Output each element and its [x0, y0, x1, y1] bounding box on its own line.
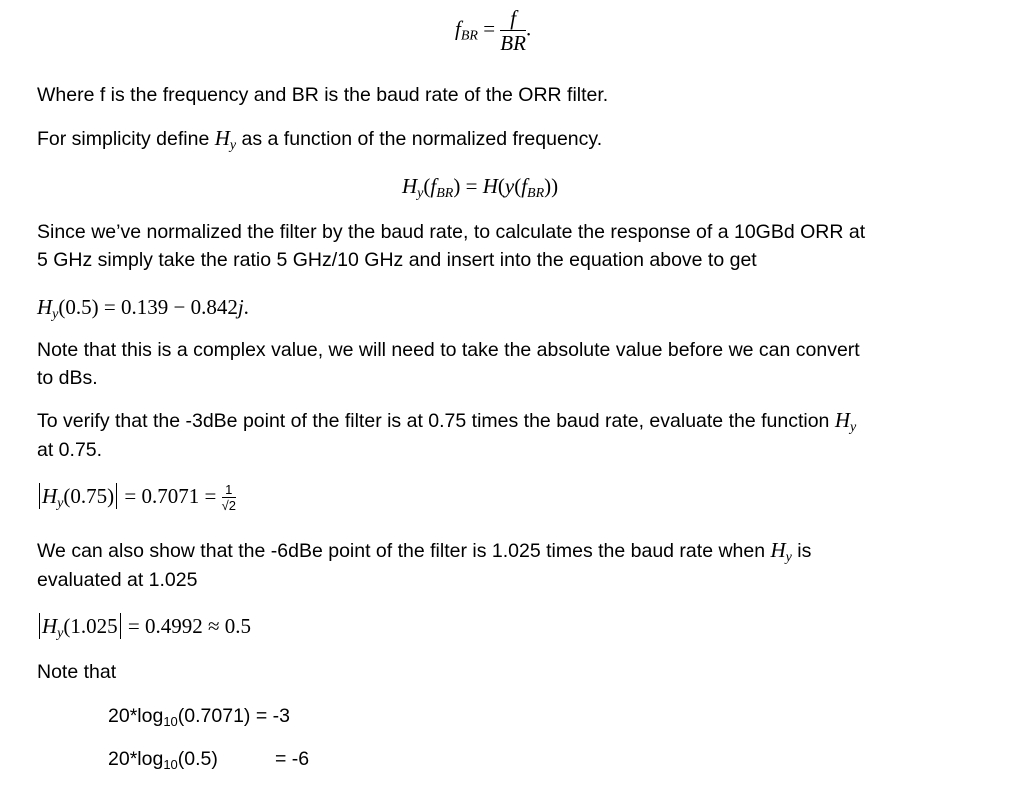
text: is [791, 540, 812, 562]
paragraph-since-line2: 5 GHz simply take the ratio 5 GHz/10 GHz and insert into the equation above to get [37, 249, 757, 271]
fraction [500, 6, 526, 55]
m: ) = [453, 174, 483, 198]
paragraph-verify-line1 [37, 406, 856, 442]
paragraph-also-line2: evaluated at 1.025 [37, 569, 198, 591]
t: (0.7071) [177, 705, 251, 727]
eq-f: f [455, 16, 461, 41]
math-H: H [834, 408, 850, 432]
m: BR [527, 186, 545, 201]
math-sub: y [229, 138, 237, 153]
math-H: H [770, 538, 786, 562]
fraction [222, 483, 236, 513]
m: H [37, 295, 53, 319]
paragraph-verify-line2: at 0.75. [37, 439, 103, 461]
paragraph-simplicity [37, 124, 602, 160]
t: = -3 [250, 705, 290, 727]
m: (0.75) [63, 484, 115, 508]
m: BR [436, 186, 454, 201]
m: ( [497, 174, 505, 198]
text: We can also show that the -6dBe point of the filter is 1.025 times the baud rate when [37, 540, 771, 562]
paragraph-note-line2: to dBs. [37, 367, 98, 389]
m: H [402, 174, 418, 198]
denominator: √2 [221, 498, 236, 514]
math-H: H [214, 126, 230, 150]
equation-h05 [37, 293, 249, 329]
text: To verify that the -3dBe point of the filter is at 0.75 times the baud rate, evaluate the function [37, 410, 835, 432]
m: H [42, 484, 58, 508]
period: . [525, 16, 532, 41]
m: y [417, 186, 424, 201]
t: 10 [163, 757, 178, 772]
m: y [57, 496, 64, 511]
equation-h075 [37, 483, 236, 513]
m: y [52, 307, 59, 322]
abs-bar [116, 483, 117, 509]
paragraph-where: Where f is the frequency and BR is the baud rate of the ORR filter. [37, 84, 609, 106]
m: y [504, 174, 515, 198]
eq-sign: = [477, 16, 501, 41]
log-equation-2 [108, 745, 218, 779]
m: ( [423, 174, 431, 198]
t: 10 [163, 714, 178, 729]
math-sub: y [849, 420, 857, 435]
numerator: f [500, 6, 526, 31]
equation-hy [402, 172, 558, 208]
eq-sub: BR [460, 28, 478, 44]
denominator: BR [500, 31, 526, 55]
log-result-2: = -6 [275, 748, 310, 770]
m: )) [544, 174, 559, 198]
t: 20*log [108, 748, 164, 770]
t: 20*log [108, 705, 164, 727]
m: H [482, 174, 498, 198]
abs-bar [39, 613, 40, 639]
m: y [57, 626, 64, 641]
m: j [237, 295, 244, 319]
t: (0.5) [177, 748, 218, 770]
m: = 0.4992 ≈ 0.5 [122, 614, 252, 638]
paragraph-note-that: Note that [37, 661, 117, 683]
equation-h1025 [37, 612, 251, 648]
math-sub: y [785, 550, 792, 565]
m: ( [514, 174, 522, 198]
text: For simplicity define [37, 128, 215, 150]
equation-fbr [455, 6, 531, 55]
m: = 0.7071 = [119, 484, 222, 508]
paragraph-note-line1: Note that this is a complex value, we will need to take the absolute value before we can convert [37, 339, 860, 361]
numerator: 1 [222, 483, 236, 498]
m: f [430, 174, 437, 198]
abs-bar [39, 483, 40, 509]
m: . [243, 295, 249, 319]
text: as a function of the normalized frequency. [236, 128, 603, 150]
m: (0.5) = 0.139 − 0.842 [58, 295, 238, 319]
abs-bar [120, 613, 121, 639]
m: H [42, 614, 58, 638]
m: (1.025 [63, 614, 118, 638]
paragraph-since-line1: Since we’ve normalized the filter by the baud rate, to calculate the response of a 10GBd ORR at [37, 221, 866, 243]
m: f [521, 174, 528, 198]
log-equation-1 [108, 702, 290, 736]
